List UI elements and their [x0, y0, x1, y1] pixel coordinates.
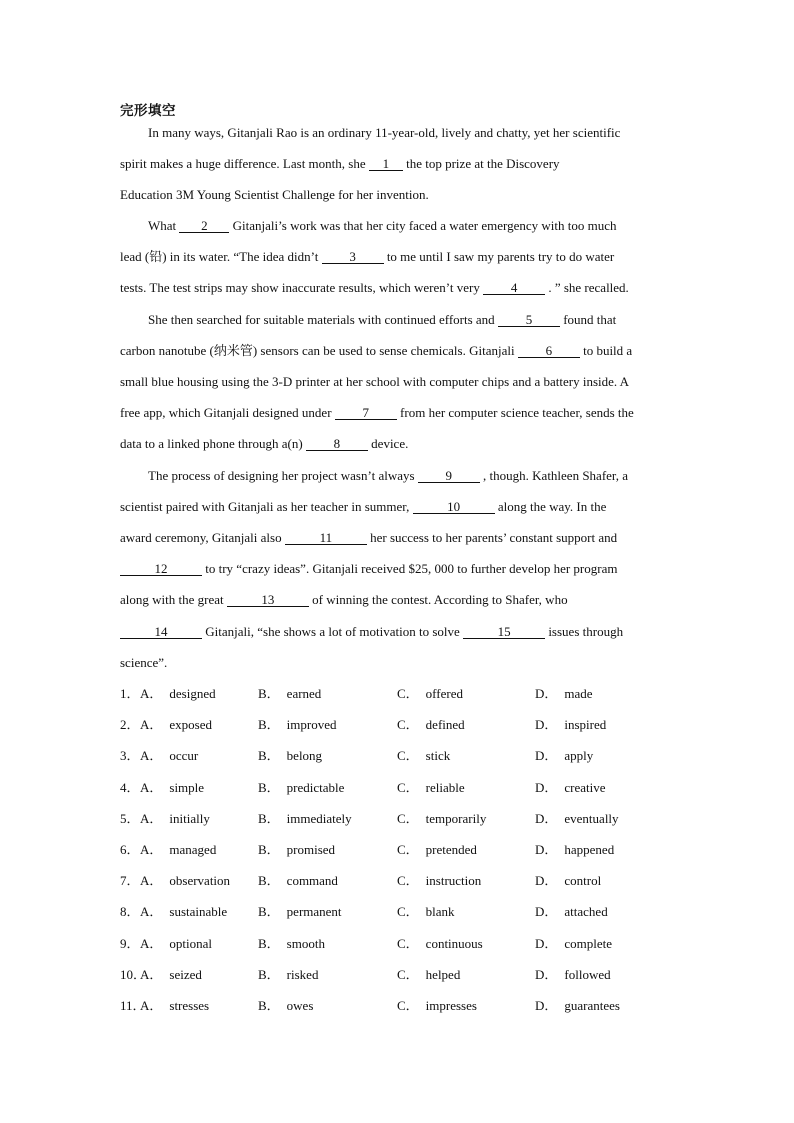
option-text: promised	[286, 842, 336, 857]
option-text: belong	[286, 748, 323, 764]
passage-text: Gitanjali, “she shows a lot of motivation to solve	[202, 624, 464, 639]
passage-text: issues through	[545, 624, 624, 639]
option-text: apply	[564, 748, 594, 764]
option-text: smooth	[286, 935, 325, 951]
option-c	[397, 936, 483, 952]
option-d	[535, 998, 620, 1014]
option-text: helped	[425, 966, 461, 982]
option-c	[397, 967, 460, 983]
option-letter: C．	[397, 779, 419, 795]
option-letter: C．	[397, 998, 419, 1013]
option-text: observation	[169, 873, 231, 889]
passage-text: free app, which Gitanjali designed under	[120, 405, 335, 420]
blank-2: 2	[179, 219, 229, 233]
option-letter: B．	[258, 935, 280, 951]
option-letter: B．	[258, 842, 280, 857]
option-letter: D．	[535, 873, 558, 889]
option-d	[535, 717, 606, 733]
option-letter: C．	[397, 717, 419, 733]
option-text: followed	[564, 966, 611, 982]
question-number: 4．	[120, 779, 140, 795]
option-text: predictable	[286, 779, 345, 795]
option-text: impresses	[425, 998, 477, 1013]
passage-line	[120, 530, 617, 546]
option-letter: B．	[258, 748, 280, 764]
option-letter: D．	[535, 779, 558, 795]
option-letter: C．	[397, 966, 419, 982]
option-letter: D．	[535, 748, 558, 764]
option-letter: A．	[140, 935, 163, 951]
passage-text: along the way. In the	[494, 499, 607, 514]
option-letter: C．	[397, 810, 419, 826]
option-letter: C．	[397, 748, 419, 764]
blank-3: 3	[322, 250, 384, 264]
option-text: reliable	[425, 779, 465, 795]
passage-text: The process of designing her project wasn’t always	[148, 468, 418, 483]
option-b	[258, 686, 321, 702]
option-a	[140, 873, 230, 889]
blank-6: 6	[518, 344, 580, 358]
option-letter: C．	[397, 873, 419, 889]
passage-text: , though. Kathleen Shafer, a	[479, 468, 629, 483]
option-text: complete	[564, 935, 613, 951]
option-letter: A．	[140, 748, 163, 764]
option-c	[397, 748, 450, 764]
blank-13: 13	[227, 593, 309, 607]
option-text: exposed	[169, 717, 212, 733]
option-d	[535, 936, 612, 952]
question-row	[120, 904, 680, 920]
option-text: creative	[564, 779, 606, 795]
option-text: stresses	[169, 998, 210, 1013]
passage-text: device.	[367, 436, 409, 451]
passage-text: to me until I saw my parents try to do water	[383, 249, 615, 264]
option-d	[535, 748, 593, 764]
question-row	[120, 967, 680, 983]
passage-line	[120, 280, 629, 296]
passage-text: spirit makes a huge difference. Last month, she	[120, 156, 369, 171]
option-b	[258, 748, 322, 764]
question-row	[120, 842, 680, 858]
option-a	[140, 998, 209, 1014]
passage-text: award ceremony, Gitanjali also	[120, 530, 285, 545]
option-text: happened	[564, 842, 615, 857]
option-text: designed	[169, 686, 216, 701]
blank-9: 9	[418, 469, 480, 483]
option-d	[535, 842, 614, 858]
passage-text: small blue housing using the 3-D printer at her school with computer chips and a battery inside. A	[120, 374, 630, 389]
option-text: immediately	[286, 810, 352, 826]
question-number: 10．	[120, 966, 147, 982]
option-d	[535, 967, 611, 983]
blank-1: 1	[369, 157, 403, 171]
option-text: occur	[169, 748, 199, 764]
passage-text: to try “crazy ideas”. Gitanjali received $25, 000 to further develop her program	[202, 561, 618, 576]
passage-text: scientist paired with Gitanjali as her teacher in summer,	[120, 499, 413, 514]
question-number: 3．	[120, 748, 140, 764]
passage-line	[120, 187, 429, 203]
passage-text: to build a	[579, 343, 633, 358]
option-d	[535, 904, 608, 920]
option-c	[397, 717, 465, 733]
passage-line	[120, 405, 634, 421]
passage-line	[148, 125, 620, 141]
option-letter: D．	[535, 935, 558, 951]
passage-text: her success to her parents’ constant support and	[366, 530, 618, 545]
option-c	[397, 686, 463, 702]
question-number: 7．	[120, 873, 140, 889]
option-letter: C．	[397, 935, 419, 951]
blank-10: 10	[413, 500, 495, 514]
question-row	[120, 873, 680, 889]
option-letter: A．	[140, 779, 163, 795]
option-b	[258, 998, 313, 1014]
option-text: sustainable	[169, 904, 228, 920]
option-d	[535, 686, 593, 702]
option-text: instruction	[425, 873, 482, 889]
option-text: inspired	[564, 717, 607, 733]
option-text: made	[564, 686, 593, 701]
question-row	[120, 936, 680, 952]
option-text: defined	[425, 717, 465, 733]
passage-text: data to a linked phone through a(n)	[120, 436, 306, 451]
passage-line	[120, 436, 408, 452]
passage-line	[120, 655, 167, 671]
question-number: 11．	[120, 998, 146, 1013]
option-text: seized	[169, 966, 202, 982]
option-text: initially	[169, 810, 210, 826]
option-letter: A．	[140, 810, 163, 826]
option-a	[140, 811, 210, 827]
option-letter: D．	[535, 717, 558, 733]
option-letter: B．	[258, 904, 280, 920]
passage-line	[148, 218, 617, 234]
option-b	[258, 967, 318, 983]
option-letter: B．	[258, 810, 280, 826]
question-row	[120, 780, 680, 796]
option-c	[397, 811, 486, 827]
option-a	[140, 936, 212, 952]
question-number: 2．	[120, 717, 140, 733]
question-row	[120, 748, 680, 764]
option-b	[258, 780, 344, 796]
option-letter: C．	[397, 686, 419, 701]
option-a	[140, 780, 204, 796]
option-text: blank	[425, 904, 455, 920]
option-text: temporarily	[425, 810, 487, 826]
option-c	[397, 780, 465, 796]
blank-8: 8	[306, 437, 368, 451]
passage-line	[120, 343, 632, 359]
option-letter: B．	[258, 686, 280, 701]
passage-text: tests. The test strips may show inaccurate results, which weren’t very	[120, 280, 484, 295]
option-text: eventually	[564, 810, 619, 826]
question-row	[120, 686, 680, 702]
option-b	[258, 873, 338, 889]
option-c	[397, 873, 481, 889]
passage-line	[148, 468, 628, 484]
passage-line	[120, 156, 560, 172]
blank-12: 12	[120, 562, 202, 576]
option-text: pretended	[425, 842, 477, 857]
option-text: guarantees	[564, 998, 620, 1013]
blank-4: 4	[483, 281, 545, 295]
option-text: stick	[425, 748, 451, 764]
passage-line	[120, 499, 606, 515]
option-b	[258, 936, 325, 952]
option-text: optional	[169, 935, 212, 951]
passage-line	[148, 312, 616, 328]
option-b	[258, 717, 337, 733]
passage-text: In many ways, Gitanjali Rao is an ordinary 11-year-old, lively and chatty, yet her scientific	[148, 125, 621, 140]
question-number: 9．	[120, 935, 140, 951]
option-text: control	[564, 873, 602, 889]
passage-line	[120, 249, 614, 265]
option-d	[535, 873, 601, 889]
option-c	[397, 904, 455, 920]
option-letter: A．	[140, 966, 163, 982]
blank-14: 14	[120, 625, 202, 639]
option-letter: D．	[535, 966, 558, 982]
passage-text: She then searched for suitable materials with continued efforts and	[148, 312, 498, 327]
option-a	[140, 842, 216, 858]
option-b	[258, 811, 352, 827]
passage-text: . ” she recalled.	[545, 280, 629, 295]
option-text: earned	[286, 686, 322, 701]
passage-text: from her computer science teacher, sends the	[396, 405, 634, 420]
option-letter: C．	[397, 904, 419, 920]
section-heading: 完形填空	[120, 103, 176, 119]
blank-5: 5	[498, 313, 560, 327]
passage-text: of winning the contest. According to Shafer, who	[308, 592, 568, 607]
option-a	[140, 717, 212, 733]
option-text: offered	[425, 686, 463, 701]
option-letter: C．	[397, 842, 419, 857]
option-letter: A．	[140, 686, 163, 701]
option-letter: D．	[535, 686, 558, 701]
option-letter: B．	[258, 779, 280, 795]
option-letter: D．	[535, 810, 558, 826]
option-a	[140, 904, 227, 920]
option-letter: A．	[140, 998, 163, 1013]
passage-line	[120, 374, 629, 390]
option-letter: B．	[258, 873, 280, 889]
passage-text: the top prize at the Discovery	[402, 156, 560, 171]
option-d	[535, 811, 619, 827]
option-text: owes	[286, 998, 314, 1013]
option-text: simple	[169, 779, 205, 795]
blank-7: 7	[335, 406, 397, 420]
option-text: continuous	[425, 935, 483, 951]
passage-text: What	[148, 218, 180, 233]
option-a	[140, 748, 198, 764]
option-text: permanent	[286, 904, 342, 920]
question-row	[120, 811, 680, 827]
option-text: risked	[286, 966, 319, 982]
option-letter: D．	[535, 904, 558, 920]
option-letter: A．	[140, 904, 163, 920]
option-letter: A．	[140, 873, 163, 889]
question-row	[120, 998, 680, 1014]
option-a	[140, 967, 202, 983]
passage-text: science”.	[120, 655, 168, 670]
option-d	[535, 780, 606, 796]
passage-text: Gitanjali’s work was that her city faced a water emergency with too much	[229, 218, 617, 233]
option-text: improved	[286, 717, 337, 733]
passage-text: carbon nanotube (纳米管) sensors can be used to sense chemicals. Gitanjali	[120, 343, 518, 358]
option-text: command	[286, 873, 338, 889]
option-text: attached	[564, 904, 608, 920]
passage-line	[120, 624, 623, 640]
option-letter: B．	[258, 717, 280, 733]
option-c	[397, 842, 477, 858]
passage-line	[120, 561, 617, 577]
option-c	[397, 998, 477, 1014]
option-a	[140, 686, 216, 702]
option-b	[258, 842, 335, 858]
question-row	[120, 717, 680, 733]
option-letter: D．	[535, 998, 558, 1013]
passage-text: lead (铅) in its water. “The idea didn’t	[120, 249, 322, 264]
passage-text: found that	[559, 312, 617, 327]
blank-11: 11	[285, 531, 367, 545]
passage-text: Education 3M Young Scientist Challenge for her invention.	[120, 187, 429, 202]
option-letter: B．	[258, 966, 280, 982]
question-number: 6．	[120, 842, 140, 857]
option-letter: A．	[140, 717, 163, 733]
passage-line	[120, 592, 568, 608]
blank-15: 15	[463, 625, 545, 639]
option-letter: D．	[535, 842, 558, 857]
option-letter: B．	[258, 998, 280, 1013]
option-b	[258, 904, 342, 920]
passage-text: along with the great	[120, 592, 227, 607]
question-number: 8．	[120, 904, 140, 920]
option-text: managed	[169, 842, 217, 857]
question-number: 1．	[120, 686, 140, 701]
question-number: 5．	[120, 810, 140, 826]
option-letter: A．	[140, 842, 163, 857]
